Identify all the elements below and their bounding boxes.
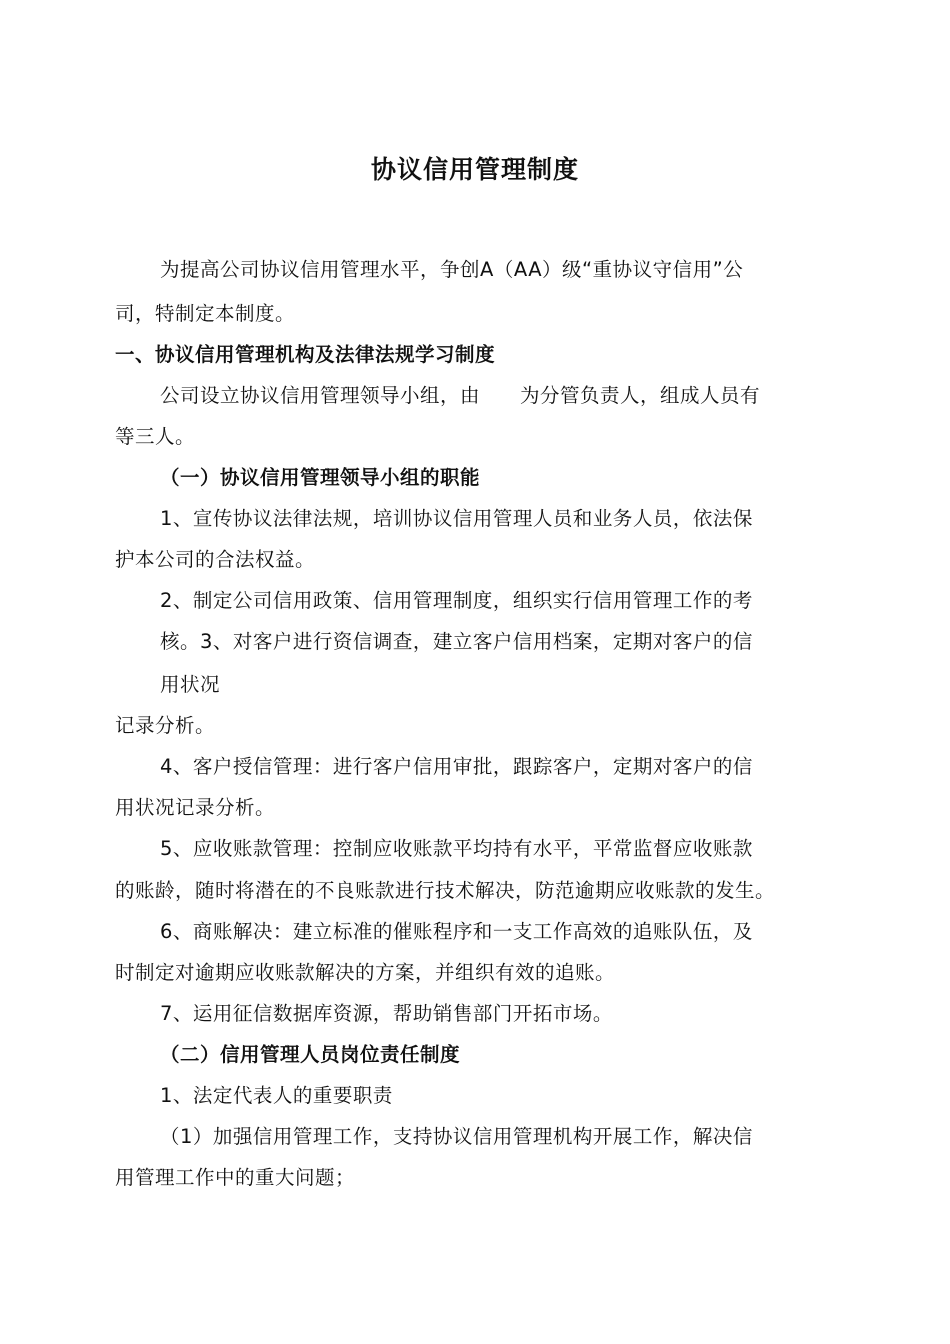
paragraph-line: 核。3、对客户进行资信调查，建立客户信用档案，定期对客户的信 [160, 630, 753, 653]
paragraph-line: 5、应收账款管理：控制应收账款平均持有水平，平常监督应收账款 [160, 837, 753, 860]
paragraph-line: 的账龄，随时将潜在的不良账款进行技术解决，防范逾期应收账款的发生。 [115, 879, 776, 902]
paragraph-line: 用状况记录分析。 [115, 796, 276, 819]
paragraph-line: 用状况 [160, 673, 221, 696]
document-title: 协议信用管理制度 [370, 155, 579, 184]
paragraph-line: 公司设立协议信用管理领导小组，由 为分管负责人，组成人员有 [160, 384, 761, 407]
subsection-heading: （二）信用管理人员岗位责任制度 [160, 1043, 461, 1066]
paragraph-line: 等三人。 [115, 425, 196, 448]
section-heading: 一、协议信用管理机构及法律法规学习制度 [115, 343, 496, 366]
paragraph-line: 1、宣传协议法律法规，培训协议信用管理人员和业务人员，依法保 [160, 507, 753, 530]
paragraph-line: 1、法定代表人的重要职责 [160, 1084, 393, 1107]
paragraph-line: （1）加强信用管理工作，支持协议信用管理机构开展工作，解决信 [160, 1125, 753, 1148]
paragraph-line: 护本公司的合法权益。 [115, 548, 316, 571]
paragraph-line: 司，特制定本制度。 [115, 302, 296, 325]
paragraph-line: 记录分析。 [115, 714, 216, 737]
paragraph-line: 4、客户授信管理：进行客户信用审批，跟踪客户，定期对客户的信 [160, 755, 753, 778]
paragraph-line: 2、制定公司信用政策、信用管理制度，组织实行信用管理工作的考 [160, 589, 753, 612]
paragraph-line: 7、运用征信数据库资源，帮助销售部门开拓市场。 [160, 1002, 613, 1025]
paragraph-line: 时制定对逾期应收账款解决的方案，并组织有效的追账。 [115, 961, 616, 984]
paragraph-line: 用管理工作中的重大问题； [115, 1166, 356, 1189]
subsection-heading: （一）协议信用管理领导小组的职能 [160, 466, 481, 489]
paragraph-line: 6、商账解决：建立标准的催账程序和一支工作高效的追账队伍，及 [160, 920, 753, 943]
paragraph-line: 为提高公司协议信用管理水平，争创A（AA）级“重协议守信用”公 [160, 258, 744, 281]
